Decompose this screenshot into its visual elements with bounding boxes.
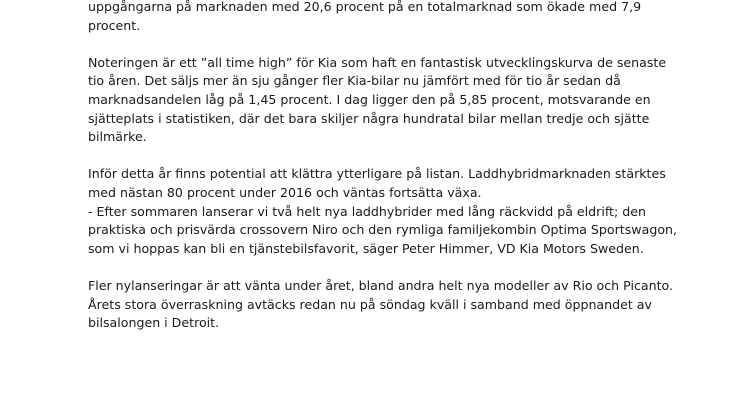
article-body — [88, 0, 708, 351]
paragraph-plugin-hybrids — [88, 165, 708, 258]
text-line: Noteringen är ett ”all time high” för Kia som haft en fantastisk utvecklingskurva de senaste — [88, 54, 667, 70]
text-line: marknadsandelen låg på 1,45 procent. I dag ligger den på 5,85 procent, motsvarande en — [88, 91, 651, 107]
paragraph-all-time-high — [88, 54, 708, 147]
text-line: sjätteplats i statistiken, där det bara skiljer några hundratal bilar mellan tredje och sjätte — [88, 110, 650, 126]
text-line: med nästan 80 procent under 2016 och väntas fortsätta växa. — [88, 184, 482, 200]
quote-line: praktiska och prisvärda crossovern Niro och den rymliga familjekombin Optima Sportswagon, — [88, 222, 678, 238]
quote-line: - Efter sommaren lanserar vi två helt nya laddhybrider med lång räckvidd på eldrift; den — [88, 203, 646, 219]
text-line: Fler nylanseringar är att vänta under året, bland andra helt nya modeller av Rio och Picanto. — [88, 277, 674, 293]
text-line: uppgångarna på marknaden med 20,6 procent på en totalmarknad som ökade med 7,9 — [88, 0, 642, 14]
text-line: bilmärke. — [88, 129, 147, 145]
paragraph-new-launches — [88, 277, 708, 333]
paragraph-market-growth — [88, 0, 708, 35]
text-line: Inför detta år finns potential att klättra ytterligare på listan. Laddhybridmarknaden stärktes — [88, 166, 666, 182]
text-line: bilsalongen i Detroit. — [88, 315, 220, 331]
text-line: Årets stora överraskning avtäcks redan nu på söndag kväll i samband med öppnandet av — [88, 296, 652, 312]
text-line: procent. — [88, 17, 141, 33]
quote-line: som vi hoppas kan bli en tjänstebilsfavorit, säger Peter Himmer, VD Kia Motors Sweden. — [88, 240, 644, 256]
text-line: tio åren. Det säljs mer än sju gånger fler Kia-bilar nu jämfört med för tio år sedan då — [88, 73, 621, 89]
